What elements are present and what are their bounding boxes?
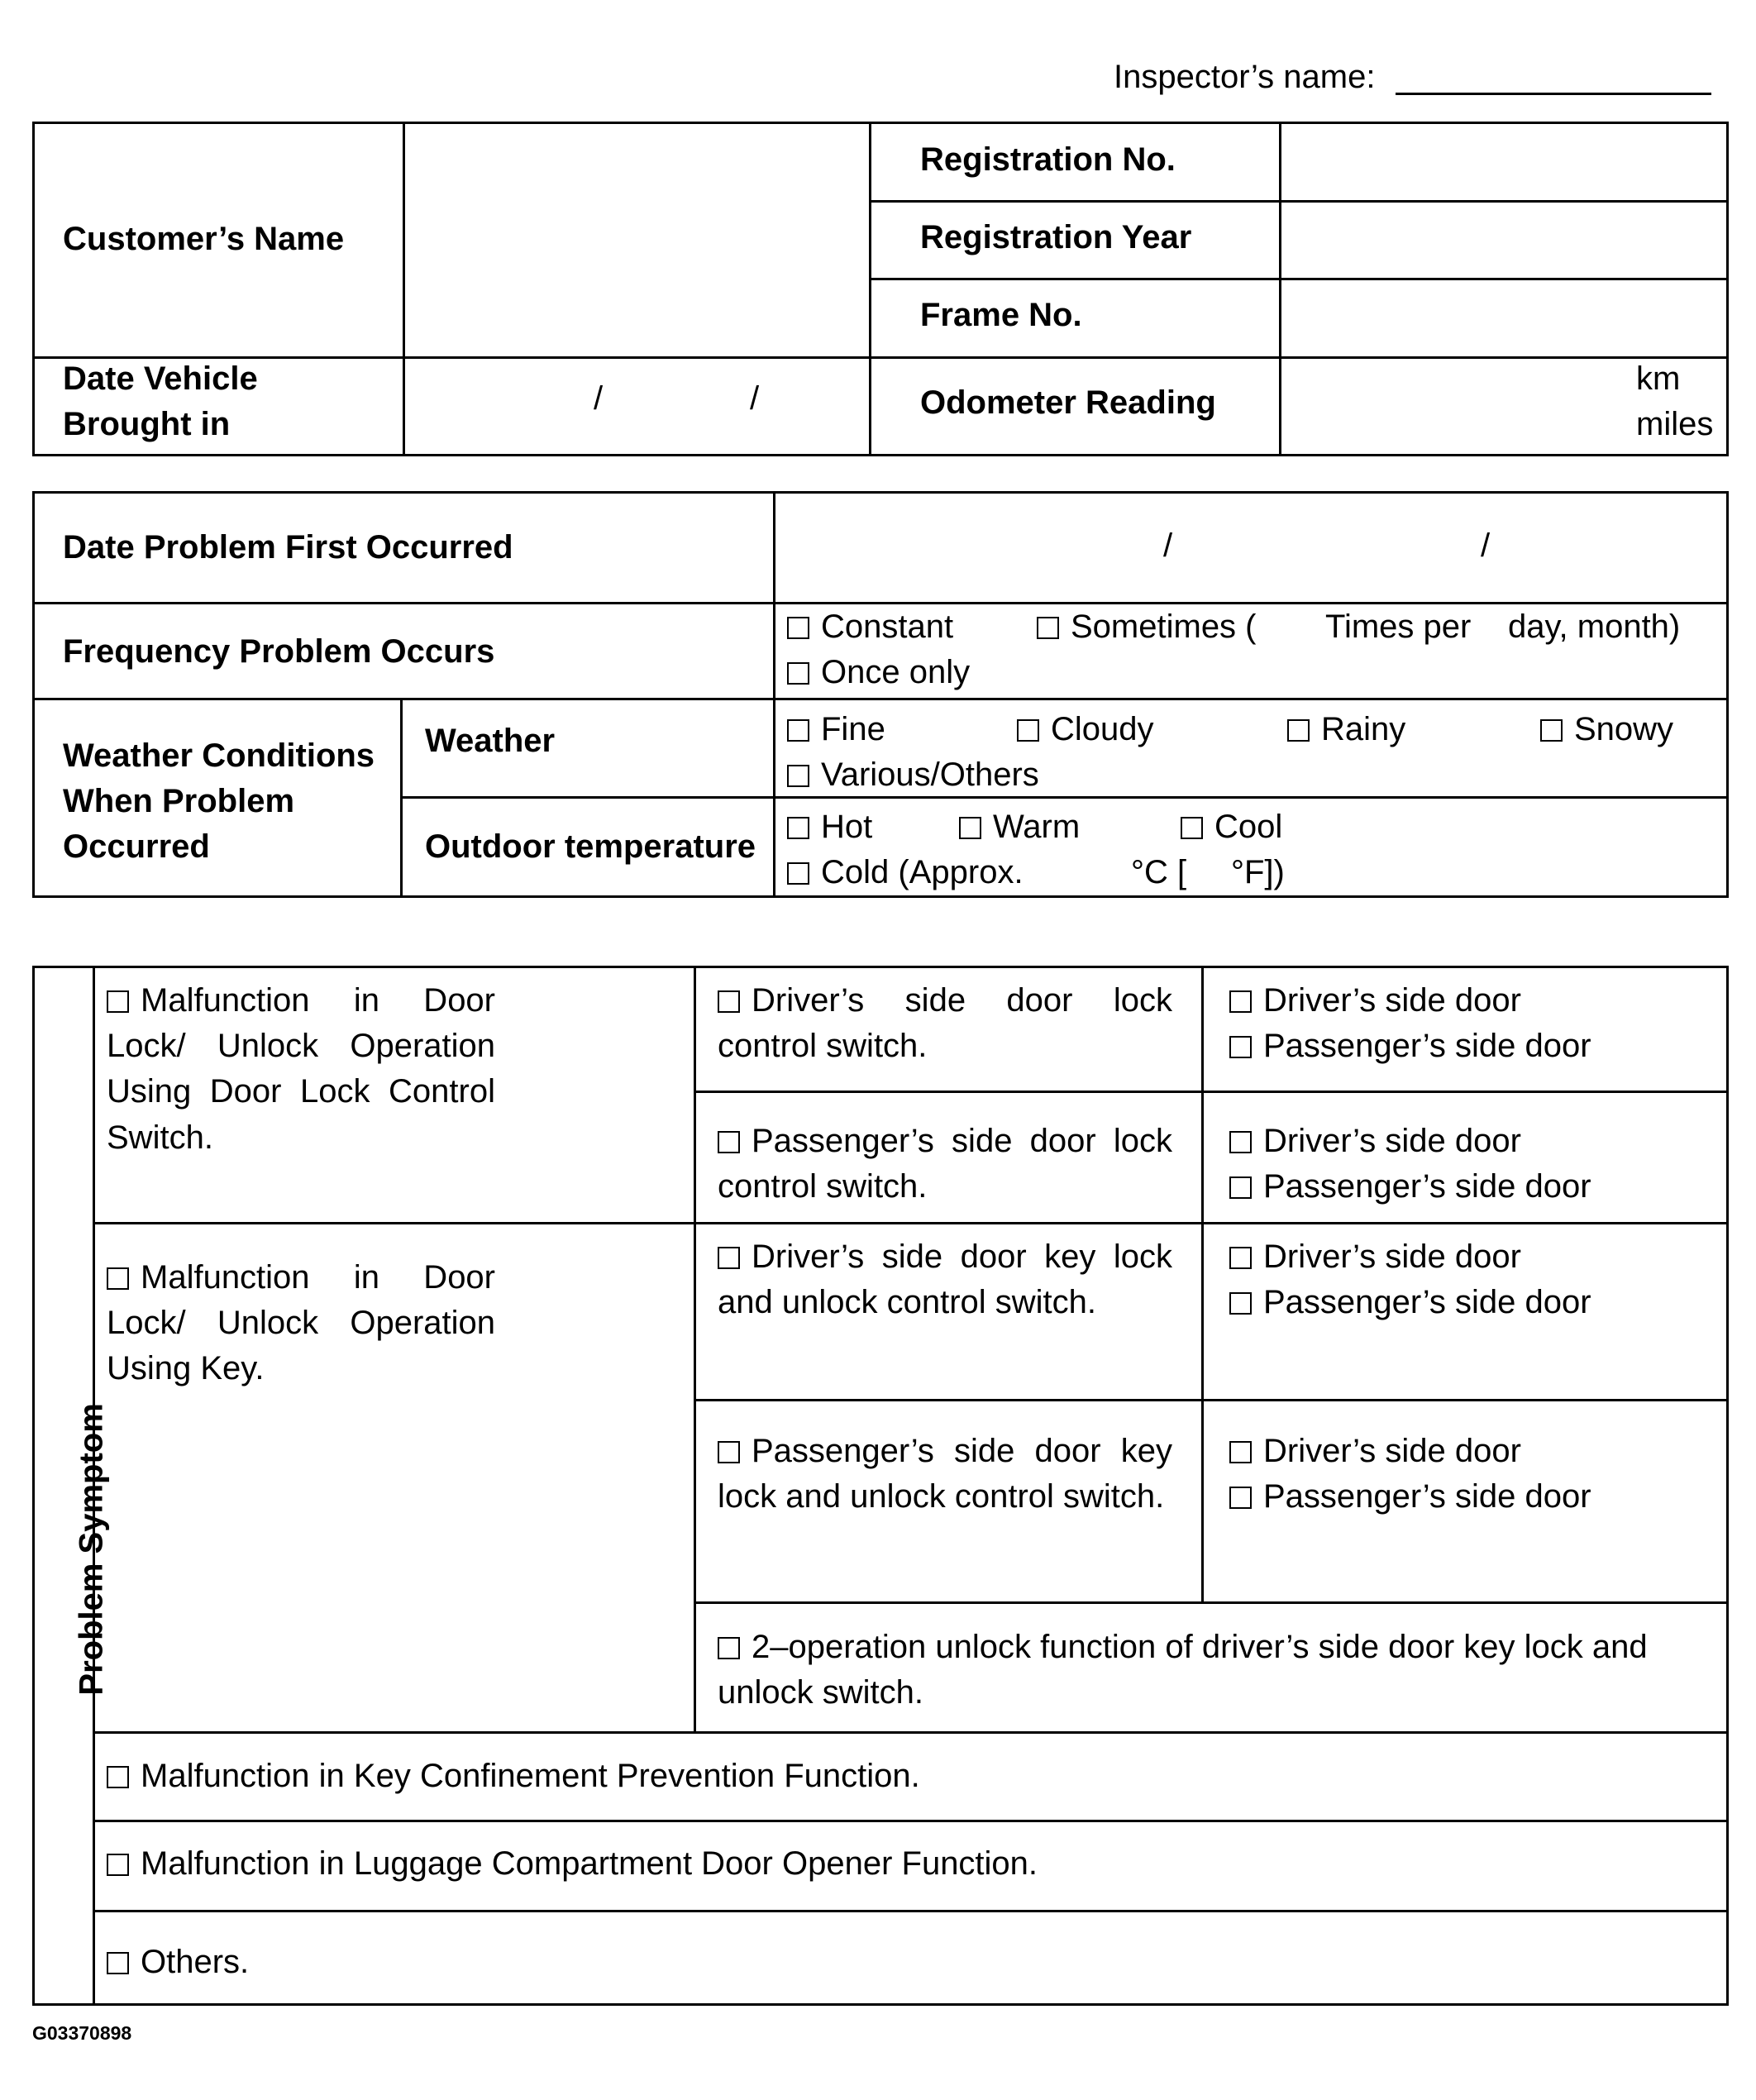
- checkbox[interactable]: [1287, 719, 1310, 742]
- option-rainy[interactable]: Rainy: [1287, 707, 1405, 752]
- checkbox[interactable]: [959, 817, 981, 839]
- customer-name-label: Customer’s Name: [63, 221, 345, 257]
- door-option-passenger[interactable]: Passenger’s side door: [1229, 1474, 1591, 1520]
- others-option[interactable]: Others.: [107, 1940, 249, 1985]
- frequency-label: Frequency Problem Occurs: [63, 633, 495, 670]
- checkbox[interactable]: [787, 719, 809, 742]
- date-first-occurred-field[interactable]: [775, 494, 1726, 602]
- registration-year-label: Registration Year: [920, 219, 1192, 255]
- problem-info-table: [32, 491, 1729, 898]
- date-separator: /: [1481, 527, 1491, 564]
- inspector-name-label: Inspector’s name:: [1114, 59, 1376, 95]
- checkbox[interactable]: [107, 1267, 129, 1290]
- checkbox[interactable]: [1540, 719, 1563, 742]
- option-cloudy[interactable]: Cloudy: [1017, 707, 1154, 752]
- option-constant[interactable]: Constant: [787, 604, 953, 650]
- checkbox[interactable]: [1229, 1176, 1252, 1199]
- passenger-key-switch-option[interactable]: Passenger’s side door key lock and unlock control switch.: [718, 1433, 1172, 1515]
- option-sometimes[interactable]: Sometimes (: [1037, 604, 1257, 650]
- date-brought-label-line2: Brought in: [63, 406, 231, 442]
- checkbox[interactable]: [107, 1766, 129, 1788]
- odometer-unit-km: km: [1636, 360, 1681, 397]
- celsius-label: °C [: [1131, 854, 1187, 890]
- registration-no-field[interactable]: [1281, 124, 1726, 200]
- date-separator: /: [594, 380, 604, 417]
- day-month-label: day, month): [1508, 609, 1681, 645]
- door-option-driver[interactable]: Driver’s side door: [1229, 1429, 1521, 1474]
- checkbox[interactable]: [1017, 719, 1039, 742]
- checkbox[interactable]: [718, 1637, 740, 1659]
- checkbox[interactable]: [1229, 1292, 1252, 1315]
- odometer-unit-miles: miles: [1636, 406, 1714, 442]
- option-cool[interactable]: Cool: [1181, 804, 1282, 850]
- weather-conditions-line2: When Problem: [63, 783, 295, 819]
- checkbox[interactable]: [1181, 817, 1203, 839]
- checkbox[interactable]: [718, 1247, 740, 1269]
- date-separator: /: [750, 380, 760, 417]
- times-per-label: Times per: [1325, 609, 1472, 645]
- vehicle-info-table: [32, 122, 1729, 456]
- checkbox[interactable]: [1229, 1487, 1252, 1509]
- checkbox[interactable]: [718, 1131, 740, 1153]
- date-separator: /: [1163, 527, 1173, 564]
- checkbox[interactable]: [718, 1441, 740, 1463]
- registration-year-field[interactable]: [1281, 203, 1726, 278]
- driver-key-switch-option[interactable]: Driver’s side door key lock and unlock control switch.: [718, 1239, 1172, 1321]
- luggage-opener-option[interactable]: Malfunction in Luggage Compartment Door Opener Function.: [107, 1841, 1038, 1887]
- registration-no-label: Registration No.: [920, 141, 1176, 178]
- checkbox[interactable]: [107, 1952, 129, 1974]
- frame-no-field[interactable]: [1281, 280, 1726, 356]
- checkbox[interactable]: [1229, 1247, 1252, 1269]
- fahrenheit-label: °F]): [1231, 854, 1285, 890]
- option-cold[interactable]: Cold (Approx.: [787, 850, 1024, 895]
- door-option-passenger[interactable]: Passenger’s side door: [1229, 1024, 1591, 1069]
- option-various-others[interactable]: Various/Others: [787, 752, 1039, 798]
- odometer-field[interactable]: [1281, 359, 1726, 454]
- door-option-driver[interactable]: Driver’s side door: [1229, 1119, 1521, 1164]
- option-warm[interactable]: Warm: [959, 804, 1080, 850]
- option-hot[interactable]: Hot: [787, 804, 872, 850]
- option-snowy[interactable]: Snowy: [1540, 707, 1673, 752]
- odometer-label: Odometer Reading: [920, 384, 1216, 421]
- date-brought-label-line1: Date Vehicle: [63, 360, 258, 397]
- weather-conditions-line3: Occurred: [63, 828, 210, 865]
- checkbox[interactable]: [787, 765, 809, 787]
- date-first-occurred-label: Date Problem First Occurred: [63, 529, 513, 566]
- switch-malfunction-group[interactable]: Malfunction in Door Lock/ Unlock Operation Using Door Lock Control Switch.: [107, 982, 495, 1156]
- checkbox[interactable]: [787, 862, 809, 885]
- checkbox[interactable]: [1229, 1441, 1252, 1463]
- frame-no-label: Frame No.: [920, 297, 1082, 333]
- door-option-passenger[interactable]: Passenger’s side door: [1229, 1164, 1591, 1210]
- checkbox[interactable]: [787, 662, 809, 685]
- problem-symptom-side-label: Problem Symptom: [73, 1403, 110, 1696]
- inspector-name-line[interactable]: [1396, 93, 1711, 95]
- door-option-driver[interactable]: Driver’s side door: [1229, 978, 1521, 1024]
- option-fine[interactable]: Fine: [787, 707, 885, 752]
- checkbox[interactable]: [787, 617, 809, 639]
- outdoor-temperature-label: Outdoor temperature: [425, 828, 756, 865]
- checkbox[interactable]: [107, 990, 129, 1013]
- key-confinement-option[interactable]: Malfunction in Key Confinement Prevention Function.: [107, 1754, 920, 1799]
- customer-name-field[interactable]: [405, 124, 866, 356]
- figure-code: G03370898: [32, 2022, 132, 2044]
- door-option-passenger[interactable]: Passenger’s side door: [1229, 1280, 1591, 1325]
- weather-label: Weather: [425, 723, 556, 759]
- checkbox[interactable]: [1229, 1036, 1252, 1058]
- checkbox[interactable]: [787, 817, 809, 839]
- problem-symptom-table: [32, 966, 1729, 2006]
- date-brought-field[interactable]: [405, 359, 866, 454]
- checkbox[interactable]: [718, 990, 740, 1013]
- checkbox[interactable]: [1229, 990, 1252, 1013]
- checkbox[interactable]: [107, 1854, 129, 1876]
- weather-conditions-line1: Weather Conditions: [63, 737, 375, 774]
- two-operation-unlock-option[interactable]: 2–operation unlock function of driver’s side door key lock and unlock switch.: [718, 1629, 1648, 1711]
- passenger-lock-control-switch-option[interactable]: Passenger’s side door lock control switch.: [718, 1123, 1172, 1205]
- checkbox[interactable]: [1037, 617, 1059, 639]
- option-once-only[interactable]: Once only: [787, 650, 970, 695]
- checkbox[interactable]: [1229, 1131, 1252, 1153]
- driver-lock-control-switch-option[interactable]: Driver’s side door lock control switch.: [718, 982, 1172, 1065]
- door-option-driver[interactable]: Driver’s side door: [1229, 1234, 1521, 1280]
- key-malfunction-group[interactable]: Malfunction in Door Lock/ Unlock Operation Using Key.: [107, 1259, 495, 1387]
